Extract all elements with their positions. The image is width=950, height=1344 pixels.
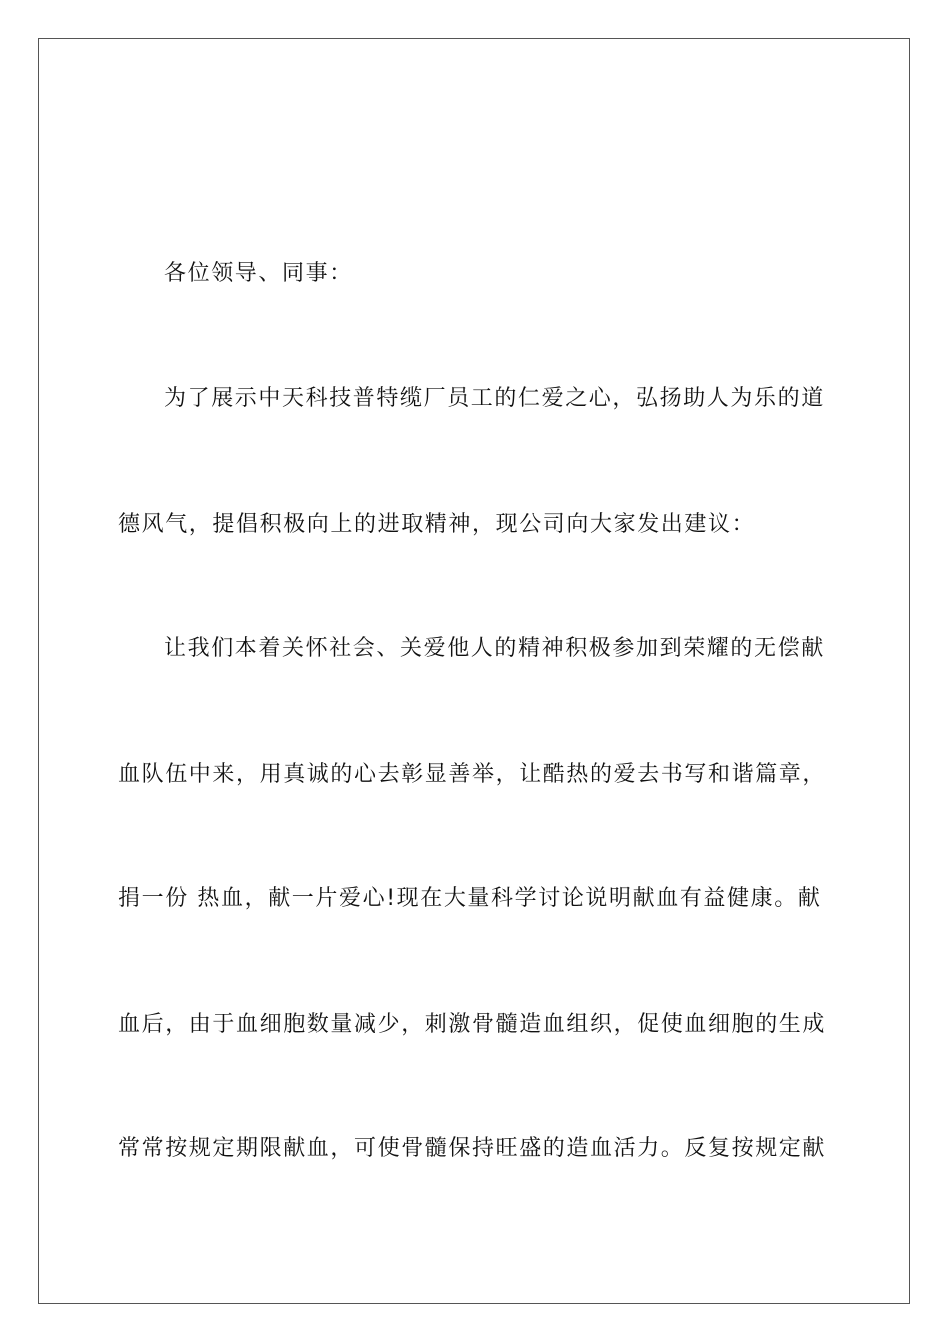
- paragraph-line: 捐一份 热血，献一片爱心!现在大量科学讨论说明献血有益健康。献: [118, 886, 822, 911]
- paragraph-line: 为了展示中天科技普特缆厂员工的仁爱之心，弘扬助人为乐的道: [164, 386, 825, 411]
- page-border: [38, 38, 910, 1304]
- paragraph-line: 让我们本着关怀社会、关爱他人的精神积极参加到荣耀的无偿献: [164, 636, 825, 661]
- paragraph-line: 德风气，提倡积极向上的进取精神，现公司向大家发出建议：: [118, 512, 756, 537]
- paragraph-line: 血后，由于血细胞数量减少，刺激骨髓造血组织，促使血细胞的生成: [118, 1012, 827, 1037]
- salutation: 各位领导、同事：: [164, 261, 353, 286]
- paragraph-line: 常常按规定期限献血，可使骨髓保持旺盛的造血活力。反复按规定献: [118, 1136, 827, 1161]
- paragraph-line: 血队伍中来，用真诚的心去彰显善举，让酷热的爱去书写和谐篇章，: [118, 762, 827, 787]
